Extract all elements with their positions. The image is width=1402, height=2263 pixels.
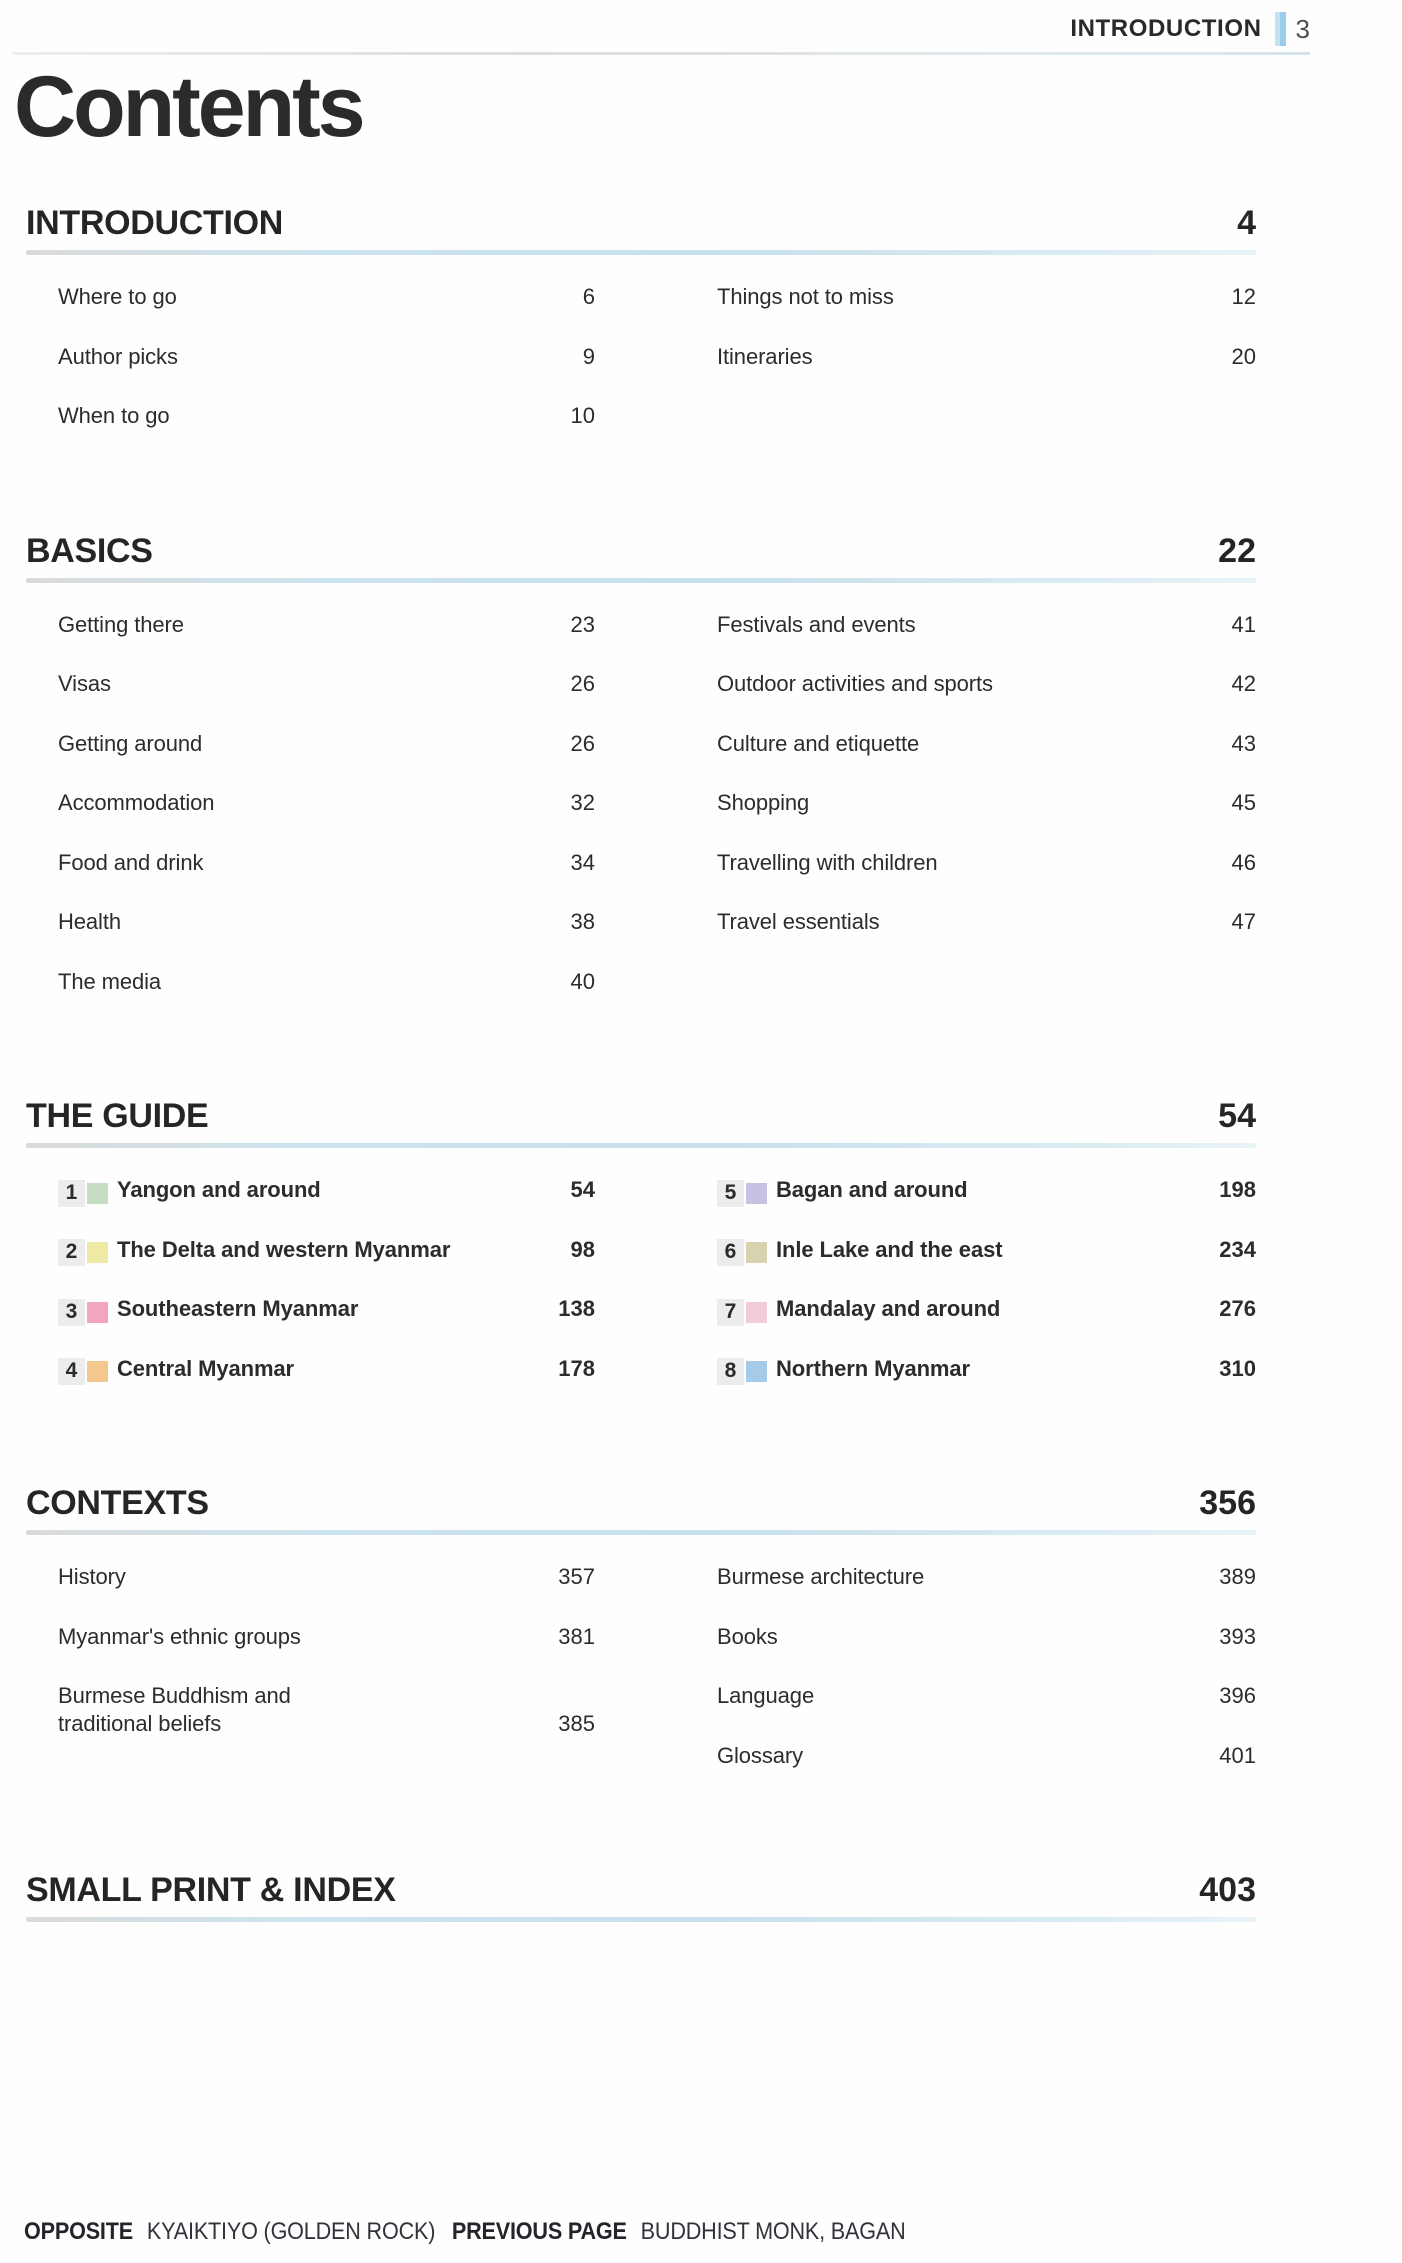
entry-page-number: 42 xyxy=(1231,671,1256,696)
entry-label: Glossary xyxy=(717,1742,803,1768)
section-heading xyxy=(26,532,1256,571)
toc-entry xyxy=(717,1742,1256,1770)
entry-label: Travelling with children xyxy=(717,849,938,875)
entry-page-number: 41 xyxy=(1231,611,1256,637)
entry-label: Bagan and around xyxy=(776,1177,968,1202)
toc-entry xyxy=(58,1176,595,1204)
entry-page-number: 47 xyxy=(1231,909,1256,934)
entry-label: Language xyxy=(717,1683,815,1708)
entry-label: Getting there xyxy=(58,611,184,637)
toc-entry xyxy=(58,730,595,758)
entry-page-number: 43 xyxy=(1231,730,1256,756)
chapter-number: 3 xyxy=(58,1299,85,1326)
footer-caption-1: KYAIKTIYO (GOLDEN ROCK) xyxy=(146,2218,436,2245)
toc-entry xyxy=(717,1682,1256,1710)
footer-label-previous-page: PREVIOUS PAGE xyxy=(451,2218,627,2245)
toc-entry xyxy=(58,1236,595,1264)
toc-entry xyxy=(717,1563,1256,1591)
header-page-number: 3 xyxy=(1295,13,1310,44)
column-left xyxy=(58,283,595,462)
entry-label: Author picks xyxy=(58,343,178,369)
toc-entry xyxy=(58,670,595,698)
entry-label: Itineraries xyxy=(717,343,813,369)
column-right xyxy=(717,1176,1256,1414)
chapter-number: 5 xyxy=(717,1180,744,1207)
section-heading xyxy=(26,1871,1256,1910)
toc-section xyxy=(26,1871,1256,1922)
toc-entry xyxy=(58,968,595,996)
toc-section xyxy=(26,204,1256,462)
header-accent-bar xyxy=(1275,12,1286,46)
chapter-number: 7 xyxy=(717,1299,744,1326)
section-heading xyxy=(26,1484,1256,1523)
chapter-chip xyxy=(58,1239,108,1266)
entry-page-number: 23 xyxy=(570,611,595,637)
entry-page-number: 357 xyxy=(558,1564,595,1589)
entry-label: Burmese Buddhism and traditional beliefs xyxy=(58,1683,291,1736)
entry-label: Things not to miss xyxy=(717,284,894,309)
section-rule xyxy=(26,1143,1256,1148)
chapter-number: 8 xyxy=(717,1358,744,1385)
column-left xyxy=(58,1563,595,1801)
toc-entry xyxy=(717,670,1256,698)
section-heading xyxy=(26,1097,1256,1136)
toc-entry xyxy=(717,611,1256,639)
section-columns xyxy=(26,283,1256,462)
toc-section xyxy=(26,1484,1256,1801)
entry-label: When to go xyxy=(58,403,170,428)
chapter-color-swatch xyxy=(87,1242,108,1263)
toc-entry xyxy=(58,789,595,817)
toc-entry xyxy=(58,343,595,371)
section-page-number: 356 xyxy=(1199,1484,1256,1522)
toc-entry xyxy=(58,1682,595,1737)
section-rule xyxy=(26,1530,1256,1535)
entry-label: Northern Myanmar xyxy=(776,1355,970,1381)
entry-page-number: 385 xyxy=(558,1710,595,1736)
column-right xyxy=(717,611,1256,1028)
sections xyxy=(26,204,1256,1992)
column-left xyxy=(58,611,595,1028)
toc-entry xyxy=(58,1295,595,1323)
entry-label: Burmese architecture xyxy=(717,1564,925,1589)
chapter-color-swatch xyxy=(746,1183,767,1204)
page-title: Contents xyxy=(14,59,363,155)
footer-caption-2: BUDDHIST MONK, BAGAN xyxy=(640,2218,906,2245)
entry-label: Accommodation xyxy=(58,790,215,815)
toc-entry xyxy=(717,1295,1256,1323)
entry-label: Food and drink xyxy=(58,849,204,875)
chapter-number: 4 xyxy=(58,1358,85,1385)
entry-label: Shopping xyxy=(717,790,810,815)
chapter-chip xyxy=(717,1180,767,1207)
chapter-number: 6 xyxy=(717,1239,744,1266)
section-page-number: 403 xyxy=(1199,1871,1256,1909)
entry-page-number: 46 xyxy=(1231,849,1256,875)
entry-page-number: 6 xyxy=(582,284,595,309)
page-footer xyxy=(24,2218,916,2246)
toc-entry xyxy=(58,1623,595,1651)
section-rule xyxy=(26,250,1256,255)
section-title: THE GUIDE xyxy=(26,1097,209,1135)
entry-label: Books xyxy=(717,1623,778,1649)
entry-label: Outdoor activities and sports xyxy=(717,671,993,696)
entry-page-number: 10 xyxy=(570,403,595,428)
entry-label: Myanmar's ethnic groups xyxy=(58,1623,301,1649)
entry-page-number: 198 xyxy=(1219,1177,1256,1202)
entry-page-number: 234 xyxy=(1219,1236,1256,1262)
chapter-chip xyxy=(58,1358,108,1385)
toc-entry xyxy=(717,1236,1256,1264)
chapter-number: 2 xyxy=(58,1239,85,1266)
entry-page-number: 396 xyxy=(1219,1683,1256,1708)
section-rule xyxy=(26,1917,1256,1922)
header-section-label: INTRODUCTION xyxy=(1070,15,1262,42)
entry-page-number: 138 xyxy=(558,1296,595,1321)
toc-entry xyxy=(717,1623,1256,1651)
toc-entry xyxy=(58,402,595,430)
entry-label: The Delta and western Myanmar xyxy=(117,1236,451,1262)
entry-page-number: 32 xyxy=(570,790,595,815)
toc-entry xyxy=(58,908,595,936)
footer-label-opposite: OPPOSITE xyxy=(24,2218,133,2245)
entry-label: Health xyxy=(58,909,121,934)
entry-page-number: 389 xyxy=(1219,1564,1256,1589)
section-heading xyxy=(26,204,1256,243)
entry-page-number: 178 xyxy=(558,1355,595,1381)
entry-label: Getting around xyxy=(58,730,203,756)
toc-entry xyxy=(717,1176,1256,1204)
toc-entry xyxy=(717,849,1256,877)
chapter-color-swatch xyxy=(746,1302,767,1323)
chapter-number: 1 xyxy=(58,1180,85,1207)
toc-section xyxy=(26,1097,1256,1414)
entry-label: Central Myanmar xyxy=(117,1355,295,1381)
toc-entry xyxy=(717,908,1256,936)
entry-page-number: 54 xyxy=(570,1177,595,1202)
entry-page-number: 310 xyxy=(1219,1355,1256,1381)
entry-label: Culture and etiquette xyxy=(717,730,920,756)
chapter-chip xyxy=(58,1180,108,1207)
toc-entry xyxy=(717,730,1256,758)
column-right xyxy=(717,1563,1256,1801)
section-rule xyxy=(26,578,1256,583)
chapter-color-swatch xyxy=(87,1183,108,1204)
entry-page-number: 12 xyxy=(1231,284,1256,309)
entry-page-number: 276 xyxy=(1219,1296,1256,1321)
chapter-chip xyxy=(717,1239,767,1266)
chapter-color-swatch xyxy=(746,1361,767,1382)
entry-page-number: 34 xyxy=(570,849,595,875)
section-title: INTRODUCTION xyxy=(26,204,284,242)
entry-label: Where to go xyxy=(58,284,177,309)
entry-label: Yangon and around xyxy=(117,1177,321,1202)
entry-page-number: 26 xyxy=(570,730,595,756)
chapter-chip xyxy=(58,1299,108,1326)
entry-page-number: 20 xyxy=(1231,343,1256,369)
toc-entry xyxy=(717,1355,1256,1383)
toc-section xyxy=(26,532,1256,1028)
entry-label: Visas xyxy=(58,671,111,696)
section-title: BASICS xyxy=(26,531,153,570)
entry-page-number: 393 xyxy=(1219,1623,1256,1649)
chapter-color-swatch xyxy=(746,1242,767,1263)
toc-entry xyxy=(58,611,595,639)
chapter-chip xyxy=(717,1299,767,1326)
section-page-number: 4 xyxy=(1237,204,1256,242)
entry-label: Inle Lake and the east xyxy=(776,1236,1003,1262)
section-title: CONTEXTS xyxy=(26,1484,209,1522)
toc-entry xyxy=(58,283,595,311)
entry-page-number: 38 xyxy=(570,909,595,934)
chapter-color-swatch xyxy=(87,1302,108,1323)
entry-page-number: 381 xyxy=(558,1623,595,1649)
entry-page-number: 401 xyxy=(1219,1742,1256,1768)
entry-label: The media xyxy=(58,968,162,994)
entry-label: Travel essentials xyxy=(717,909,880,934)
section-columns xyxy=(26,1176,1256,1414)
entry-page-number: 40 xyxy=(570,968,595,994)
section-columns xyxy=(26,611,1256,1028)
entry-label: Mandalay and around xyxy=(776,1296,1001,1321)
column-right xyxy=(717,283,1256,462)
chapter-chip xyxy=(717,1358,767,1385)
toc-entry xyxy=(717,343,1256,371)
entry-page-number: 9 xyxy=(582,343,595,369)
entry-label: Festivals and events xyxy=(717,611,916,637)
entry-page-number: 98 xyxy=(570,1236,595,1262)
entry-page-number: 45 xyxy=(1231,790,1256,815)
entry-label: History xyxy=(58,1564,126,1589)
entry-page-number: 26 xyxy=(570,671,595,696)
section-page-number: 22 xyxy=(1218,531,1256,570)
section-page-number: 54 xyxy=(1218,1097,1256,1135)
toc-entry xyxy=(58,1563,595,1591)
column-left xyxy=(58,1176,595,1414)
page-header xyxy=(1070,12,1310,46)
entry-label: Southeastern Myanmar xyxy=(117,1296,359,1321)
section-title: SMALL PRINT & INDEX xyxy=(26,1871,396,1909)
section-columns xyxy=(26,1563,1256,1801)
chapter-color-swatch xyxy=(87,1361,108,1382)
top-rule xyxy=(12,52,1310,55)
toc-entry xyxy=(58,1355,595,1383)
toc-entry xyxy=(58,849,595,877)
toc-entry xyxy=(717,283,1256,311)
toc-entry xyxy=(717,789,1256,817)
